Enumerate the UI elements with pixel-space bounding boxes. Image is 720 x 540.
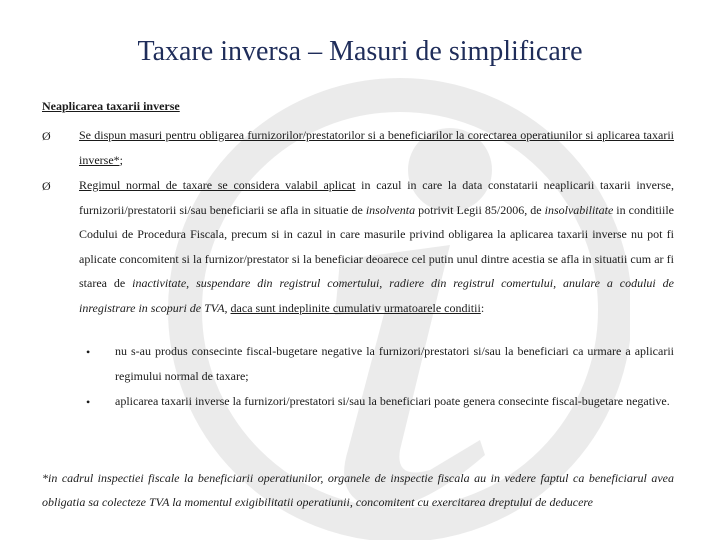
bullet-text-italic: insolventa [365, 202, 416, 217]
sub-bullet-marker: • [86, 395, 91, 409]
footnote: *in cadrul inspectiei fiscale la beneficiarii operatiunilor, organele de inspectie fiscala au in vedere faptul ca beneficiarul avea obligatia sa colecteze TVA la momentul exigibilitatii operatiunii, concomitent cu exercitarea dreptului de deducere [42, 471, 674, 509]
bullet-text-underlined: daca sunt indeplinite cumulativ urmatoarele conditii [230, 300, 481, 315]
condition-item: aplicarea taxarii inverse la furnizori/prestatori si/sau la beneficiari poate genera consecinte fiscal-bugetare negative. [115, 394, 670, 408]
bullet-text: potrivit Legii 85/2006, de [415, 202, 545, 217]
bullet-paragraph [79, 123, 674, 172]
bullet-text: Se dispun masuri pentru obligarea furnizorilor/prestatorilor si a beneficiarilor la corectarea operatiunilor si aplicarea taxarii inverse*; [79, 128, 674, 167]
bullet-text: in cazul in care la data constatarii neaplicarii taxarii inverse, furnizorii/prestatorii si/sau beneficiarii se afla in situatie de [79, 178, 674, 217]
bullet-text-italic: insolvabilitate [544, 202, 614, 217]
page-title: Taxare inversa – Masuri de simplificare [137, 36, 583, 67]
section-subtitle: Neaplicarea taxarii inverse [42, 99, 180, 113]
condition-item: nu s-au produs consecinte fiscal-bugetare negative la furnizori/prestatori si/sau la beneficiari ca urmare a aplicarii regimului normal de taxare; [115, 344, 674, 383]
bullet-text-italic: inactivitate, suspendare din registrul comertului, radiere din registrul comertului, anulare a codului de inregistrare in scopuri de TVA, [79, 276, 675, 315]
bullet-paragraph [79, 173, 674, 320]
bullet-text: : [480, 300, 485, 315]
bullet-text: in conditiile Codului de Procedura Fiscala, precum si in cazul in care masurile privind obligarea la aplicarea taxarii inverse nu pot fi aplicate concomitent si la furnizor/prestator si la beneficiar deoarece cel putin unul dintre acestia se afla in situatii cum ar fi starea de [79, 202, 674, 290]
sub-bullet-marker: • [86, 345, 91, 359]
bullet-text-underlined: Regimul normal de taxare se considera valabil aplicat [79, 178, 356, 192]
bullet-marker: Ø [42, 179, 51, 193]
bullet-marker: Ø [42, 129, 51, 143]
